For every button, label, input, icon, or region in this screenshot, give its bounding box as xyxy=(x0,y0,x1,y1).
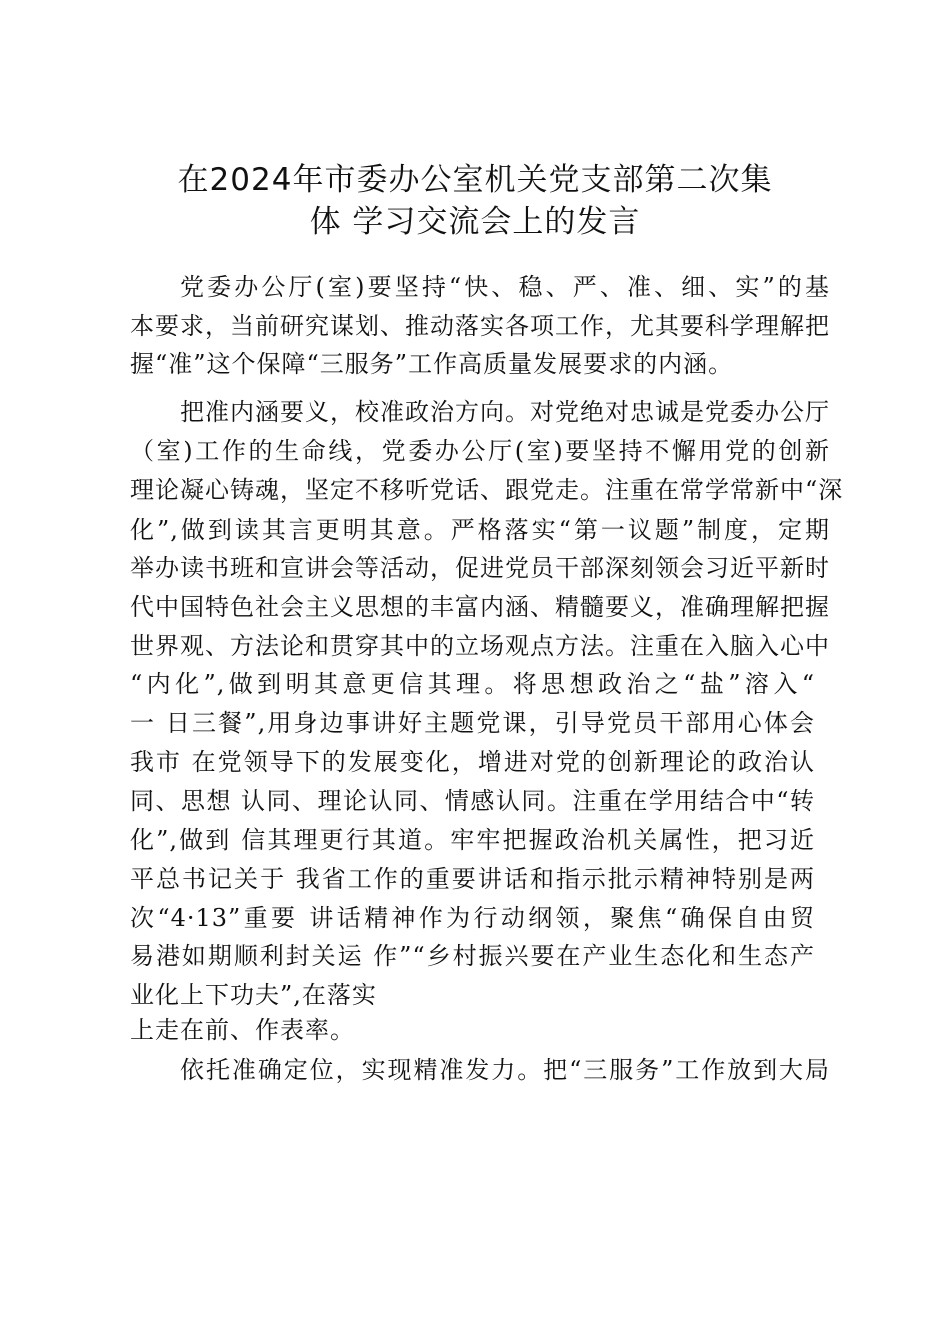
body-line: 世界观、方法论和贯穿其中的立场观点方法。注重在入脑入心中 xyxy=(130,632,830,660)
body-line: 上走在前、作表率。 xyxy=(130,1016,355,1044)
body-line: 次“4·13”重要 讲话精神作为行动纲领，聚焦“确保自由贸 xyxy=(130,904,815,932)
body-line: 党委办公厅(室)要坚持“快、稳、严、准、细、实”的基 xyxy=(180,273,830,301)
body-line: 依托准确定位，实现精准发力。把“三服务”工作放到大局 xyxy=(180,1056,830,1084)
body-line: 握“准”这个保障“三服务”工作高质量发展要求的内涵。 xyxy=(130,350,734,378)
document-title-line-1: 在2024年市委办公室机关党支部第二次集 xyxy=(177,162,773,198)
body-line: 我市 在党领导下的发展变化，增进对党的创新理论的政治认 xyxy=(130,748,815,776)
body-line: （室)工作的生命线，党委办公厅(室)要坚持不懈用党的创新 xyxy=(130,437,830,465)
body-line: 本要求，当前研究谋划、推动落实各项工作，尤其要科学理解把 xyxy=(130,312,830,340)
body-line: 易港如期顺利封关运 作”“乡村振兴要在产业生态化和生态产 xyxy=(130,942,815,970)
body-line: 同、思想 认同、理论认同、情感认同。注重在学用结合中“转 xyxy=(130,787,815,815)
body-line: “内化”,做到明其意更信其理。将思想政治之“盐”溶入“ xyxy=(130,670,815,698)
body-line: 业化上下功夫”,在落实 xyxy=(130,981,377,1009)
body-line: 举办读书班和宣讲会等活动，促进党员干部深刻领会习近平新时 xyxy=(130,554,830,582)
document-title-line-2: 体 学习交流会上的发言 xyxy=(309,204,641,240)
body-line: 平总书记关于 我省工作的重要讲话和指示批示精神特别是两 xyxy=(130,865,815,893)
body-line: 代中国特色社会主义思想的丰富内涵、精髓要义，准确理解把握 xyxy=(130,593,830,621)
body-line: 理论凝心铸魂，坚定不移听党话、跟党走。注重在常学常新中“深 xyxy=(130,476,844,504)
body-line: 一 日三餐”,用身边事讲好主题党课，引导党员干部用心体会 xyxy=(130,709,815,737)
body-line: 化”,做到 信其理更行其道。牢牢把握政治机关属性，把习近 xyxy=(130,826,815,854)
body-line: 化”,做到读其言更明其意。严格落实“第一议题”制度，定期 xyxy=(130,516,830,544)
body-line: 把准内涵要义，校准政治方向。对党绝对忠诚是党委办公厅 xyxy=(180,398,830,426)
